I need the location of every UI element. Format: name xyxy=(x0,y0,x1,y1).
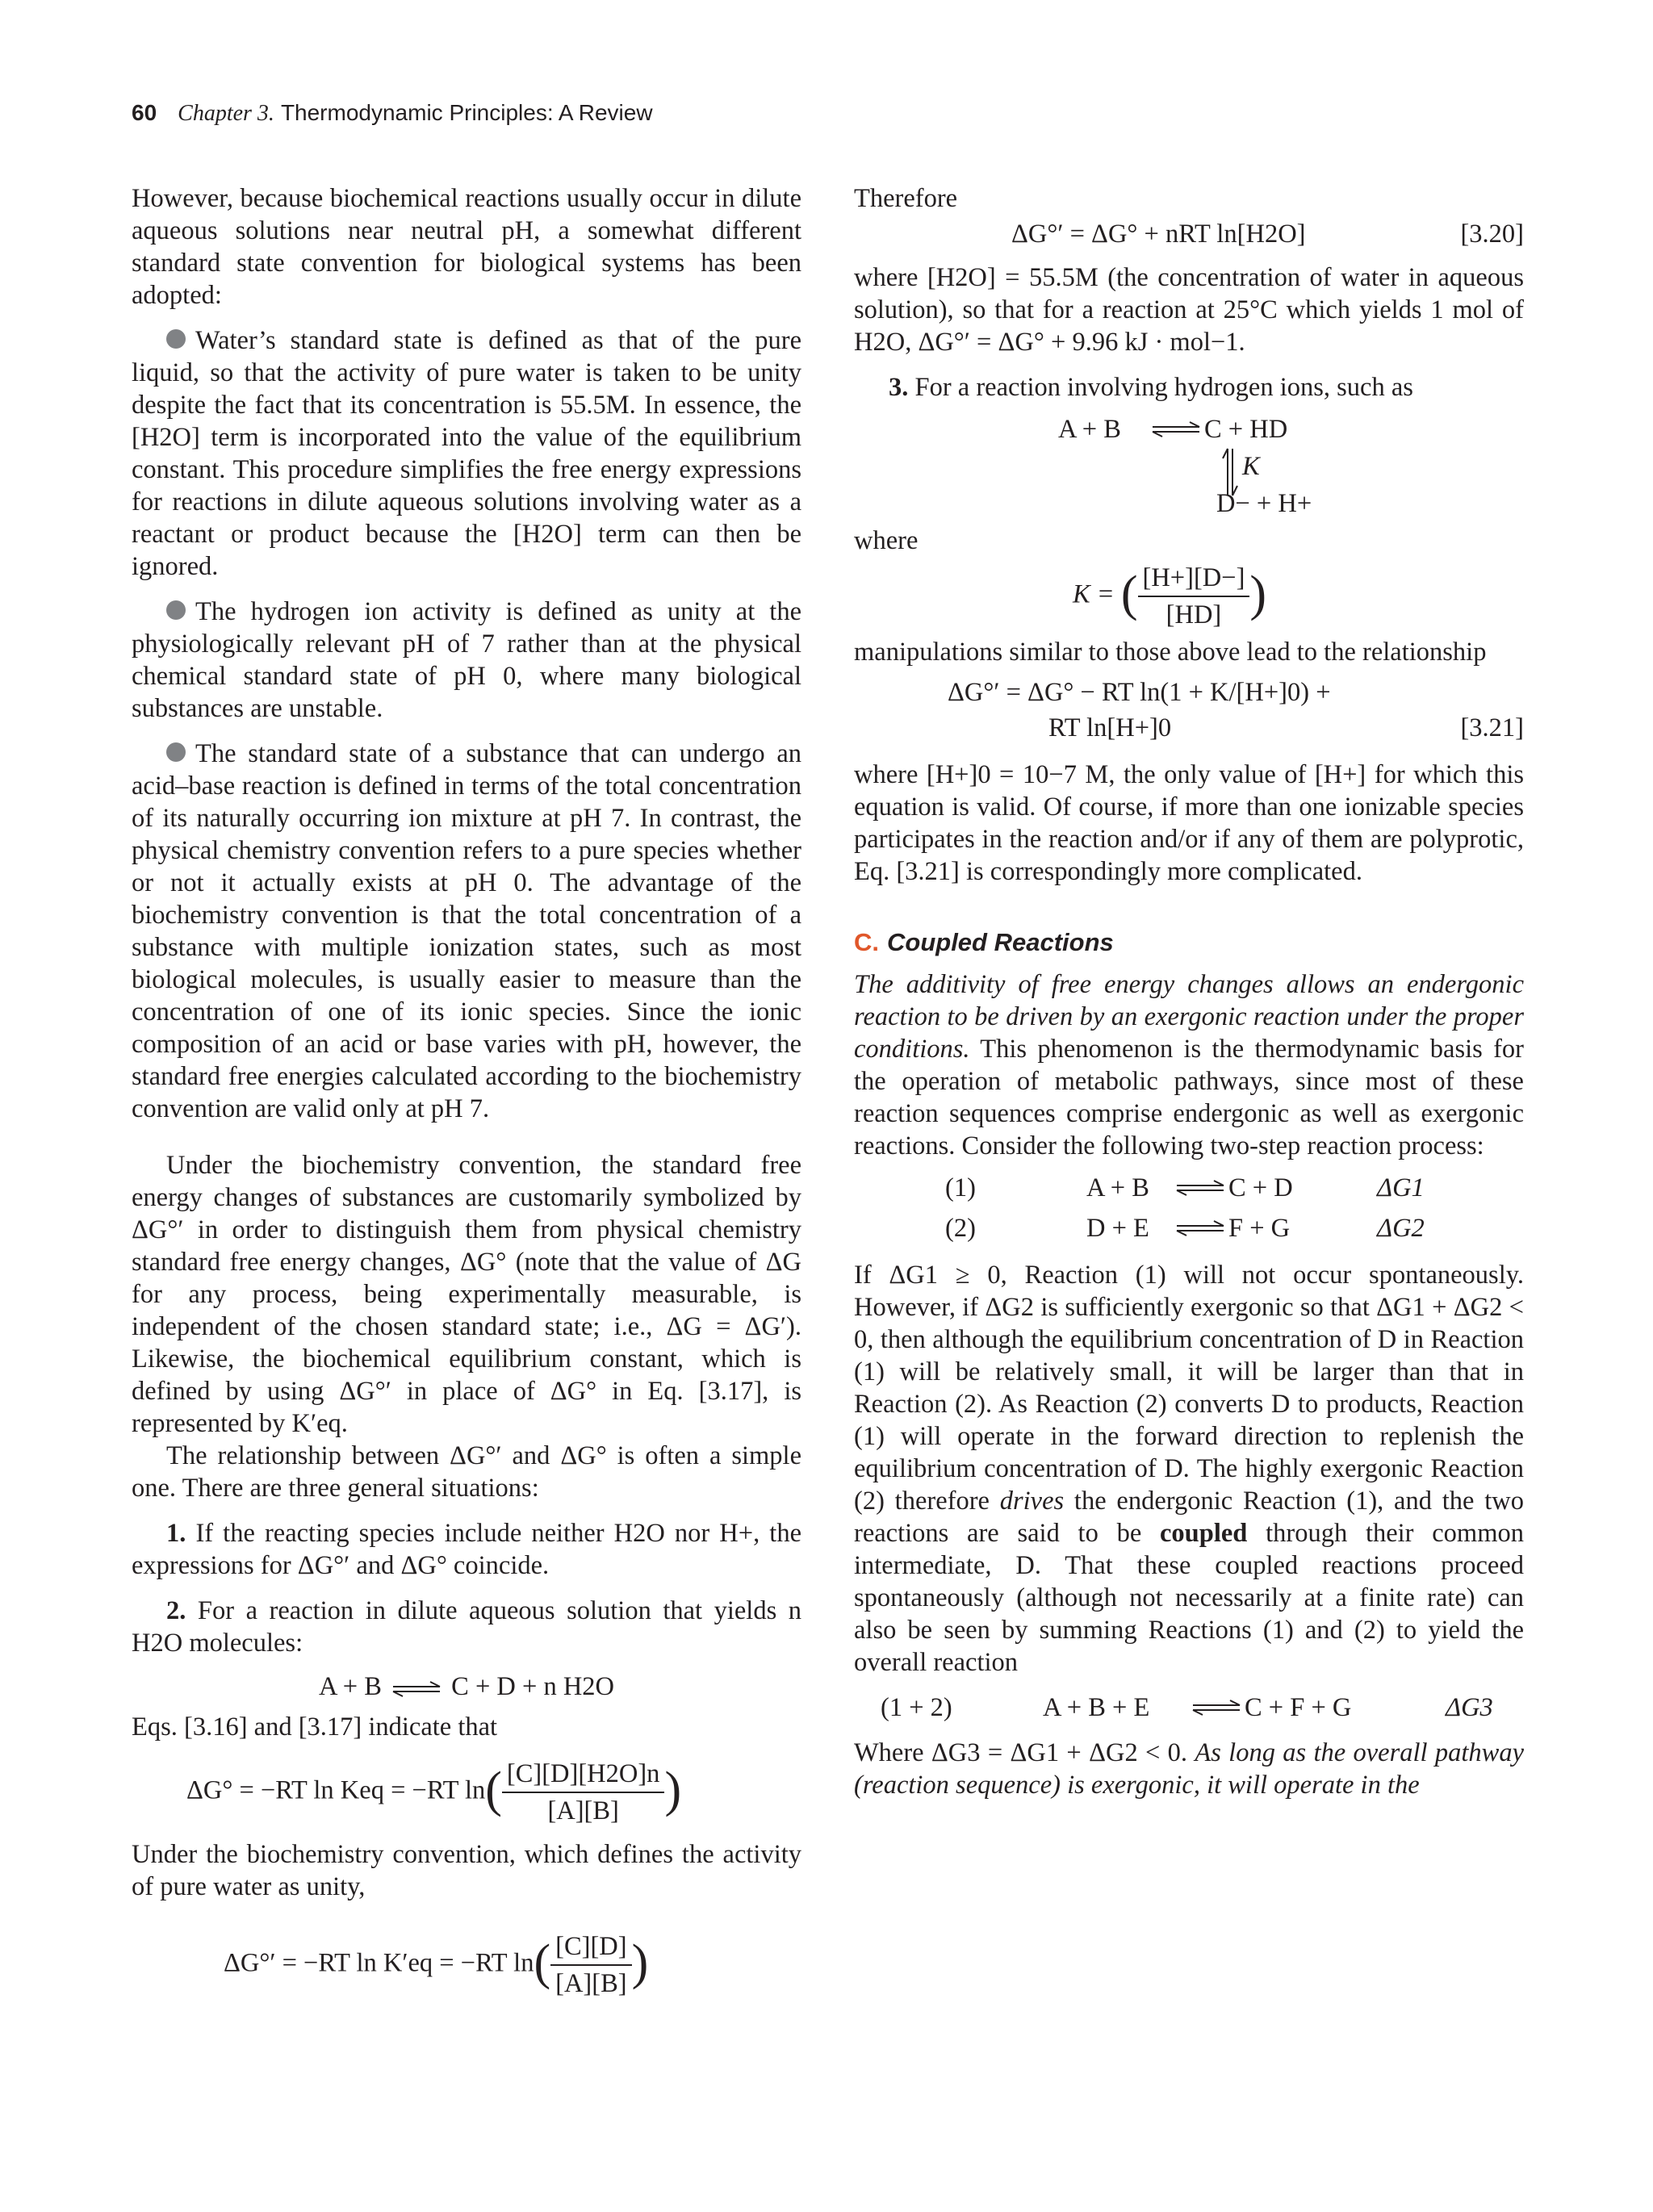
equation-number: [3.21] xyxy=(1460,713,1524,742)
free-energy-label: ΔG1 xyxy=(1377,1173,1425,1202)
paragraph xyxy=(854,968,1524,1162)
reaction-number: (1 + 2) xyxy=(881,1693,952,1722)
reaction-products: C + D xyxy=(1228,1173,1293,1202)
paragraph: Under the biochemistry convention, the standard free energy changes of substances are customarily symbolized by ΔG°′ in order to distinguish them from physical chemistry standard free energy changes, ΔG° (note that the value of ΔG for any process, being experimentally measurable, is independent of the chosen standard state; i.e., ΔG = ΔG′). Likewise, the biochemical equilibrium constant, which is defined by using ΔG°′ in place of ΔG° in Eq. [3.17], is represented by K′eq. xyxy=(132,1151,801,1438)
equation-number: [3.20] xyxy=(1460,220,1524,249)
section-heading xyxy=(854,926,1524,959)
ionization-scheme xyxy=(854,404,1524,518)
denominator: [A][B] xyxy=(555,1969,627,1998)
left-paren: ( xyxy=(485,1762,502,1817)
bullet-item xyxy=(132,324,801,583)
reaction-number: (1) xyxy=(945,1173,976,1202)
left-paren: ( xyxy=(1120,567,1138,621)
paragraph: where xyxy=(854,526,919,555)
equation-keq-prime xyxy=(224,1930,801,2000)
page-number: 60 xyxy=(132,100,157,125)
fraction xyxy=(502,1758,665,1827)
bullet-text: The hydrogen ion activity is defined as unity at the physiologically relevant pH of 7 rather than at the physical chemical standard state of pH 0, where many biological substances are unstable. xyxy=(132,597,801,723)
overall-reaction xyxy=(854,1687,1524,1732)
reaction-reactants: A + B + E xyxy=(1043,1693,1150,1722)
bullet-icon xyxy=(166,329,186,349)
left-paren: ( xyxy=(534,1935,551,1990)
equation-k xyxy=(1073,562,1524,631)
reaction-reactants: A + B xyxy=(1086,1173,1149,1202)
bullet-item xyxy=(132,596,801,725)
section-letter: C. xyxy=(854,928,879,956)
equilibrium-constant-label: K xyxy=(1242,452,1260,481)
paragraph: where [H+]0 = 10−7 M, the only value of [H+] for which this equation is valid. Of course, if more than one ionizable species participates in the reaction and/or if any of them are polyprotic, Eq. [3.21] is correspondingly more complicated. xyxy=(854,760,1524,886)
paragraph: Eqs. [3.16] and [3.17] indicate that xyxy=(132,1712,498,1742)
equilibrium-arrow-icon xyxy=(391,1681,441,1697)
paragraph: Therefore xyxy=(854,184,958,213)
emphasis-text: drives xyxy=(999,1487,1065,1516)
bullet-text: Water’s standard state is defined as that of the pure liquid, so that the activity of pure water is taken to be unity despite the fact that its concentration is 55.5M. In essence, the [H2O] term is incorporated into the value of the equilibrium constant. This procedure simplifies the free energy expressions for reactions in dilute aqueous solutions involving water as a reactant or product because the [H2O] term can then be ignored. xyxy=(132,326,801,581)
equilibrium-arrow-icon xyxy=(1191,1700,1241,1716)
reaction-list xyxy=(854,1170,1524,1251)
numerator: [C][D] xyxy=(550,1930,631,1966)
free-energy-label: ΔG2 xyxy=(1377,1214,1425,1243)
paragraph xyxy=(854,1259,1524,1679)
item-text: For a reaction in dilute aqueous solution that yields n H2O molecules: xyxy=(132,1596,802,1658)
body-text: Where ΔG3 = ΔG1 + ΔG2 < 0. xyxy=(854,1738,1195,1767)
body-text: If ΔG1 ≥ 0, Reaction (1) will not occur spontaneously. However, if ΔG2 is sufficiently exergonic so that ΔG1 + ΔG2 < 0, then although the equilibrium concentration of D in Reaction (1) will be relatively small, it will be larger than that in Reaction (2). As Reaction (2) converts D to products, Reaction (1) will operate in the forward direction to replenish the equilibrium concentration of D. The highly exergonic Reaction (2) therefore xyxy=(854,1261,1524,1516)
running-header xyxy=(132,100,653,127)
paragraph: The relationship between ΔG°′ and ΔG° is often a simple one. There are three general situations: xyxy=(132,1441,801,1503)
bullet-icon xyxy=(166,600,186,620)
body-text: through their common intermediate, D. That these coupled reactions proceed spontaneously (although not necessarily at a finite rate) can also be seen by summing Reactions (1) and (2) to yield the overall reaction xyxy=(854,1519,1524,1677)
denominator: [HD] xyxy=(1165,600,1222,629)
equilibrium-arrow-icon xyxy=(1175,1180,1225,1196)
emphasis-text: The additivity of free energy changes allows an endergonic reaction to be driven by an exergonic reaction under the proper conditions. xyxy=(854,970,1524,1064)
reaction-number: (2) xyxy=(945,1214,976,1243)
chapter-label: Chapter 3. xyxy=(178,101,274,126)
equilibrium-arrow-icon xyxy=(1175,1220,1225,1236)
reaction-reactants: D + E xyxy=(1086,1214,1149,1243)
body-text: This phenomenon is the thermodynamic basis for the operation of metabolic pathways, since most of these reaction sequences comprise endergonic as well as exergonic reactions. Consider the following two-step reaction process: xyxy=(854,1035,1524,1160)
scheme-reactants: A + B xyxy=(1058,415,1121,444)
bullet-icon xyxy=(166,742,186,762)
item-text: For a reaction involving hydrogen ions, such as xyxy=(914,373,1413,402)
equation-line: ΔG°′ = ΔG° − RT ln(1 + K/[H+]0) + xyxy=(948,678,1331,707)
right-column xyxy=(854,182,1524,1801)
scheme-ions: D− + H+ xyxy=(1216,489,1312,518)
paragraph: Under the biochemistry convention, which defines the activity of pure water as unity, xyxy=(132,1840,801,1901)
equilibrium-arrow-icon xyxy=(1151,421,1201,437)
reaction-products: C + F + G xyxy=(1245,1693,1352,1722)
emphasis-text: As long as the overall pathway (reaction sequence) is exergonic, it will operate in the xyxy=(854,1738,1524,1800)
numbered-item xyxy=(132,1517,801,1582)
right-paren: ) xyxy=(1249,567,1267,621)
section-title: Coupled Reactions xyxy=(887,928,1114,956)
fraction xyxy=(1138,562,1250,631)
paragraph: where [H2O] = 55.5M (the concentration of water in aqueous solution), so that for a reaction at 25°C which yields 1 mol of H2O, ΔG°′ = ΔG° + 9.96 kJ · mol−1. xyxy=(854,263,1524,357)
paragraph xyxy=(854,1737,1524,1801)
numerator: [H+][D−] xyxy=(1138,562,1250,597)
fraction xyxy=(550,1930,631,2000)
bullet-text: The standard state of a substance that can undergo an acid–base reaction is defined in terms of the total concentration of its naturally occurring ion mixture at pH 7. In contrast, the physical chemistry convention refers to a pure species whether or not it actually exists at pH 0. The advantage of the biochemistry convention is that the total concentration of a substance with multiple ionization states, such as most biological molecules, is usually easier to measure than the concentration of one of its ionic species. Since the ionic composition of an acid or base varies with pH, however, the standard free energies calculated according to the biochemistry convention are valid only at pH 7. xyxy=(132,739,801,1123)
left-column xyxy=(132,182,801,2000)
equation-lhs: K = xyxy=(1073,579,1115,609)
equation-3-21 xyxy=(854,676,1524,754)
reaction-products: C + D + n H2O xyxy=(451,1672,615,1701)
body-text: the endergonic Reaction (1), and the two reactions are said to be xyxy=(854,1487,1524,1548)
reaction-equation xyxy=(132,1670,801,1703)
equation-line: RT ln[H+]0 xyxy=(1048,713,1172,742)
numbered-item xyxy=(854,371,1524,404)
numbered-item xyxy=(132,1595,801,1659)
equation-keq xyxy=(186,1758,801,1827)
item-number: 1. xyxy=(166,1519,186,1548)
equation-lhs: ΔG°′ = −RT ln K′eq = −RT ln xyxy=(224,1948,534,1978)
denominator: [A][B] xyxy=(547,1796,619,1825)
equation-3-20 xyxy=(854,218,1524,257)
item-number: 2. xyxy=(166,1596,186,1625)
equation-body: ΔG°′ = ΔG° + nRT ln[H2O] xyxy=(1011,220,1306,249)
reaction-reactants: A + B xyxy=(318,1672,382,1701)
item-text: If the reacting species include neither H2O nor H+, the expressions for ΔG°′ and ΔG° coincide. xyxy=(132,1519,801,1580)
equation-lhs: ΔG° = −RT ln Keq = −RT ln xyxy=(186,1775,486,1805)
right-paren: ) xyxy=(664,1762,682,1817)
paragraph: However, because biochemical reactions usually occur in dilute aqueous solutions near neutral pH, a somewhat different standard state convention for biological systems has been adopted: xyxy=(132,184,801,310)
chapter-title: Thermodynamic Principles: A Review xyxy=(280,100,653,125)
scheme-products: C + HD xyxy=(1204,415,1288,444)
bullet-item xyxy=(132,738,801,1125)
item-number: 3. xyxy=(889,373,909,402)
reaction-products: F + G xyxy=(1228,1214,1291,1243)
numerator: [C][D][H2O]n xyxy=(502,1758,665,1793)
free-energy-label: ΔG3 xyxy=(1446,1693,1493,1722)
bold-term: coupled xyxy=(1160,1519,1248,1548)
paragraph: manipulations similar to those above lead to the relationship xyxy=(854,638,1487,667)
right-paren: ) xyxy=(631,1935,649,1990)
